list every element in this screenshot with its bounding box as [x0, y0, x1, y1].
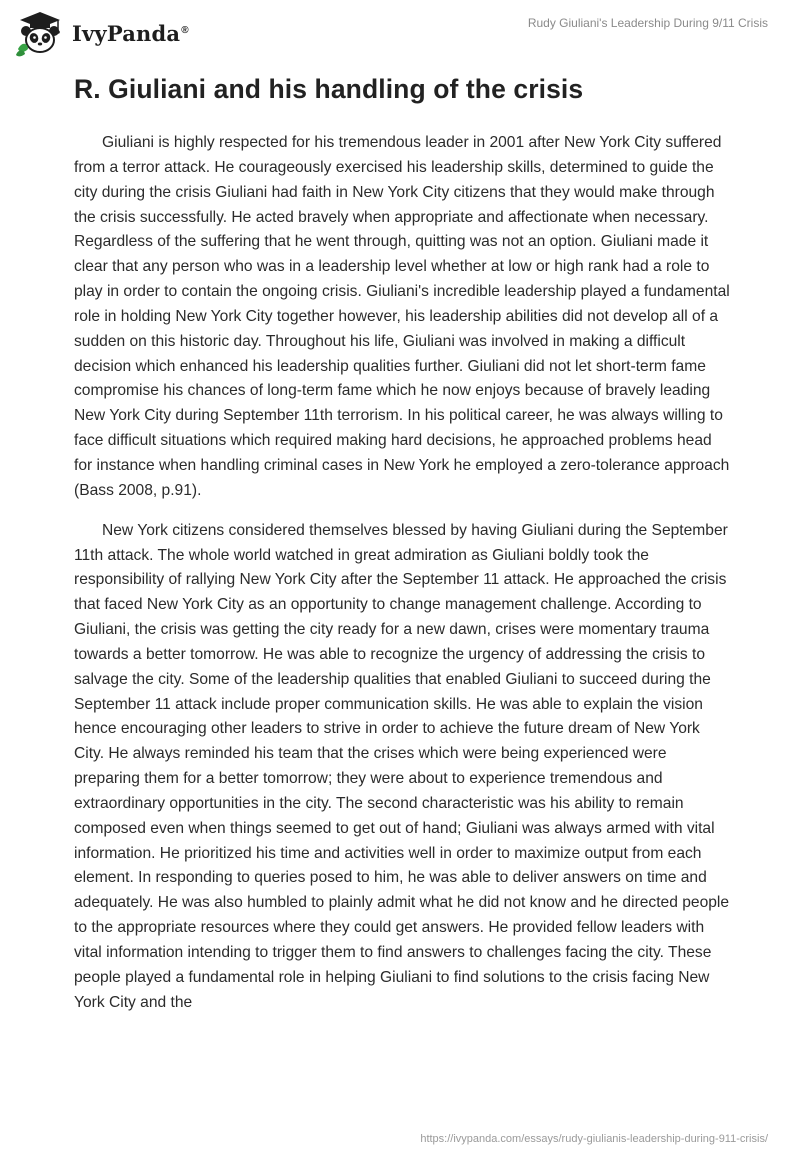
- page-header: [0, 0, 800, 70]
- section-heading: R. Giuliani and his handling of the crisis: [74, 74, 584, 104]
- document-title: Rudy Giuliani's Leadership During 9/11 Crisis: [527, 16, 768, 30]
- source-url[interactable]: https://ivypanda.com/essays/rudy-giulianis-leadership-during-911-crisis/: [420, 1133, 768, 1145]
- logo-wordmark: IvyPanda®: [72, 20, 189, 46]
- ivypanda-logo[interactable]: [14, 8, 189, 58]
- panda-graduate-icon: [14, 9, 66, 57]
- article-body: [74, 131, 730, 1031]
- paragraph: Giuliani is highly respected for his tremendous leader in 2001 after New York City suffered from a terror attack. He courageously exercised his leadership skills, determined to guide the city during the crisis Giuliani had faith in New York City citizens that they would make through the crisis successfully. He acted bravely when appropriate and affectionate when necessary. Regardless of the suffering that he went through, quitting was not an option. Giuliani made it clear that any person who was in a leadership level whether at low or high rank had a role to play in order to contain the ongoing crisis. Giuliani's incredible leadership played a fundamental role in holding New York City together however, his leadership abilities did not develop all of a sudden on this historic day. Throughout his life, Giuliani was involved in making a difficult decision which enhanced his leadership qualities further. Giuliani did not let short-term fame compromise his chances of long-term fame which he now enjoys because of bravely leading New York City during September 11th terrorism. In his political career, he was always willing to face difficult situations which required making hard decisions, he approached problems head for instance when handling criminal cases in New York he employed a zero-tolerance approach (Bass 2008, p.91).: [74, 134, 730, 499]
- paragraph: New York citizens considered themselves blessed by having Giuliani during the September 11th attack. The whole world watched in great admiration as Giuliani boldly took the responsibility of rallying New York City after the September 11 attack. He approached the crisis that faced New York City as an opportunity to change management challenge. According to Giuliani, the crisis was getting the city ready for a new dawn, crises were momentary trauma towards a better tomorrow. He was able to recognize the urgency of addressing the crisis to salvage the city. Some of the leadership qualities that enabled Giuliani to succeed during the September 11 attack include proper communication skills. He was able to explain the vision hence encouraging other leaders to strive in order to achieve the future dream of New York City. He always reminded his team that the crises which were being experienced were preparing them for a better tomorrow; they were about to experience tremendous and extraordinary opportunities in the city. The second characteristic was his ability to remain composed even when things seemed to get out of hand; Giuliani was always armed with vital information. He prioritized his time and activities well in order to maximize output from each element. In responding to queries posed to him, he was able to deliver answers on time and adequately. He was also humbled to plainly admit what he did not know and he directed people to the appropriate resources where they could get answers. He provided fellow leaders with vital information intending to trigger them to find answers to challenges facing the city. These people played a fundamental role in helping Giuliani to find solutions to the crisis facing New York City and the: [74, 521, 730, 1011]
